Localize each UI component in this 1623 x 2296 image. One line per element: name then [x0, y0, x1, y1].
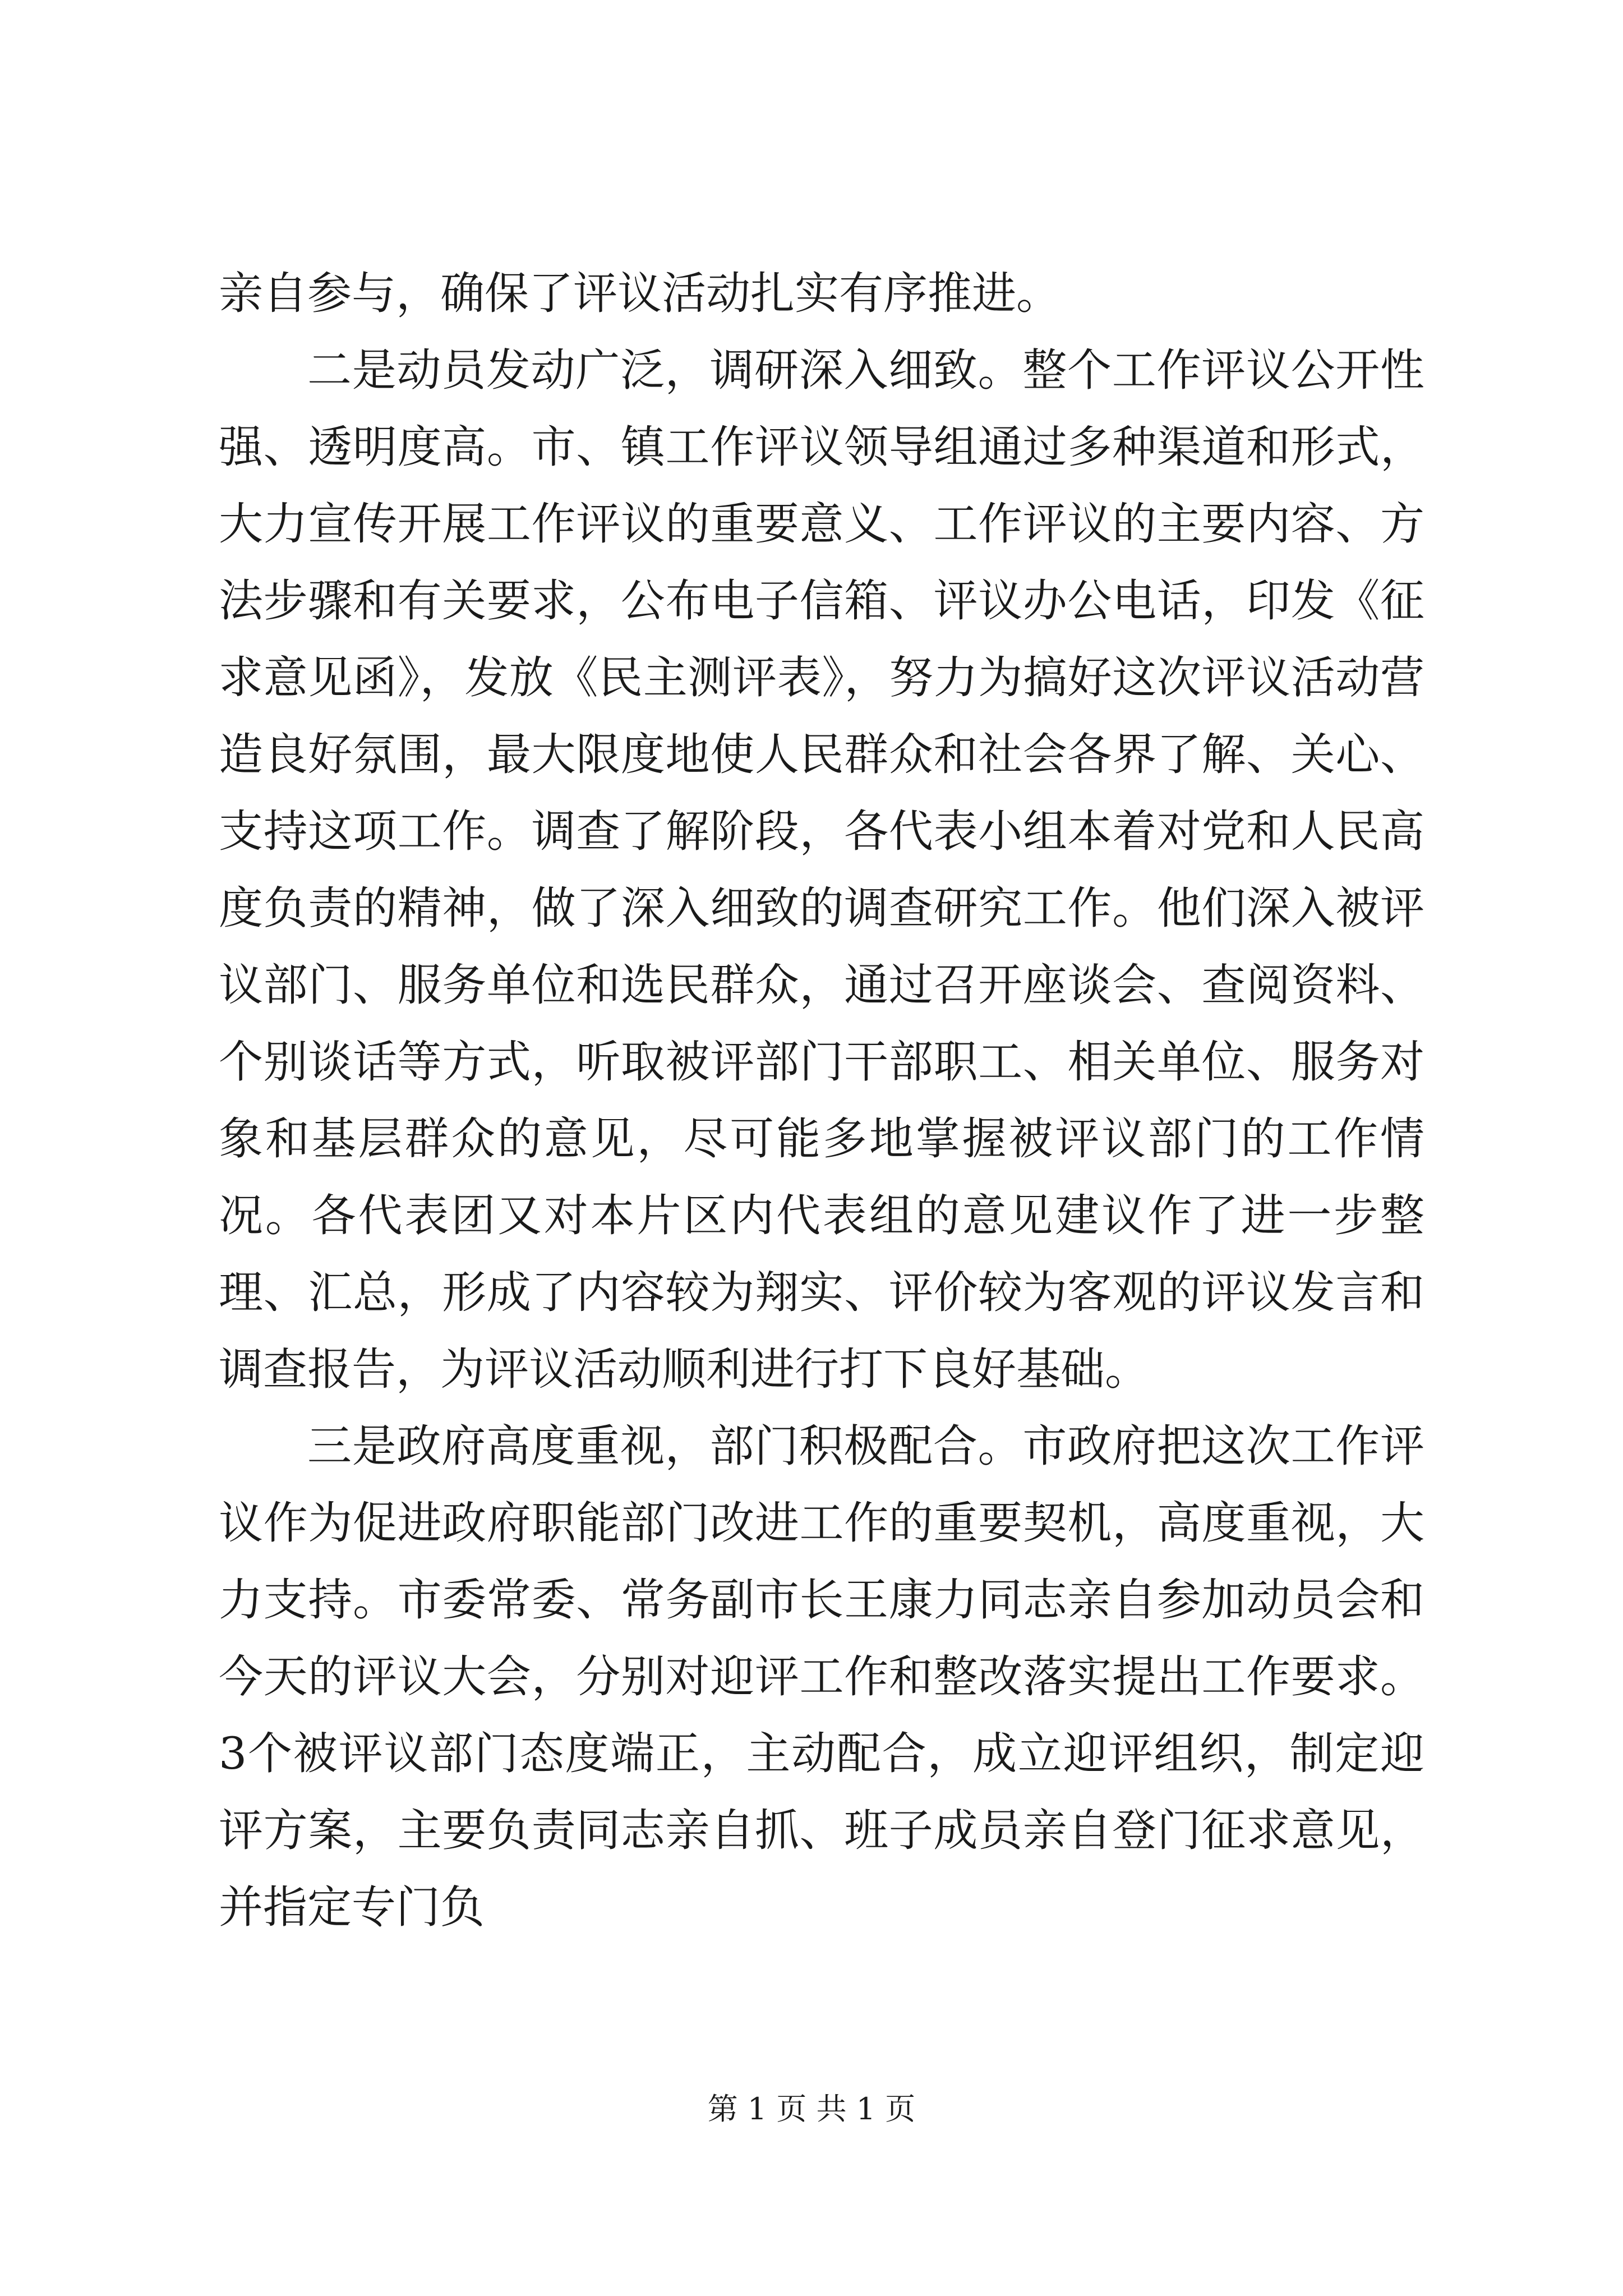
- page-footer: 第 1 页 共 1 页: [707, 2091, 916, 2127]
- paragraph-mobilization: 二是动员发动广泛，调研深入细致。整个工作评议公开性强、透明度高。市、镇工作评议领导组通过多种渠道和形式，大力宣传开展工作评议的重要意义、工作评议的主要内容、方法步骤和有关要求，公布电子信箱、评议办公电话，印发《征求意见函》，发放《民主测评表》，努力为搞好这次评议活动营造良好氛围，最大限度地使人民群众和社会各界了解、关心、支持这项工作。调查了解阶段，各代表小组本着对党和人民高度负责的精神，做了深入细致的调查研究工作。他们深入被评议部门、服务单位和选民群众，通过召开座谈会、查阅资料、个别谈话等方式，听取被评部门干部职工、相关单位、服务对象和基层群众的意见，尽可能多地掌握被评议部门的工作情况。各代表团又对本片区内代表组的意见建议作了进一步整理、汇总，形成了内容较为翔实、评价较为客观的评议发言和调查报告，为评议活动顺利进行打下良好基础。: [219, 344, 1424, 1395]
- paragraph-continuation: 亲自参与，确保了评议活动扎实有序推进。: [219, 268, 1061, 319]
- paragraph-government-support: 三是政府高度重视，部门积极配合。市政府把这次工作评议作为促进政府职能部门改进工作的重要契机，高度重视，大力支持。市委常委、常务副市长王康力同志亲自参加动员会和今天的评议大会，分别对迎评工作和整改落实提出工作要求。3个被评议部门态度端正，主动配合，成立迎评组织，制定迎评方案，主要负责同志亲自抓、班子成员亲自登门征求意见，并指定专门负: [219, 1420, 1424, 1933]
- document-body: [219, 255, 1424, 1946]
